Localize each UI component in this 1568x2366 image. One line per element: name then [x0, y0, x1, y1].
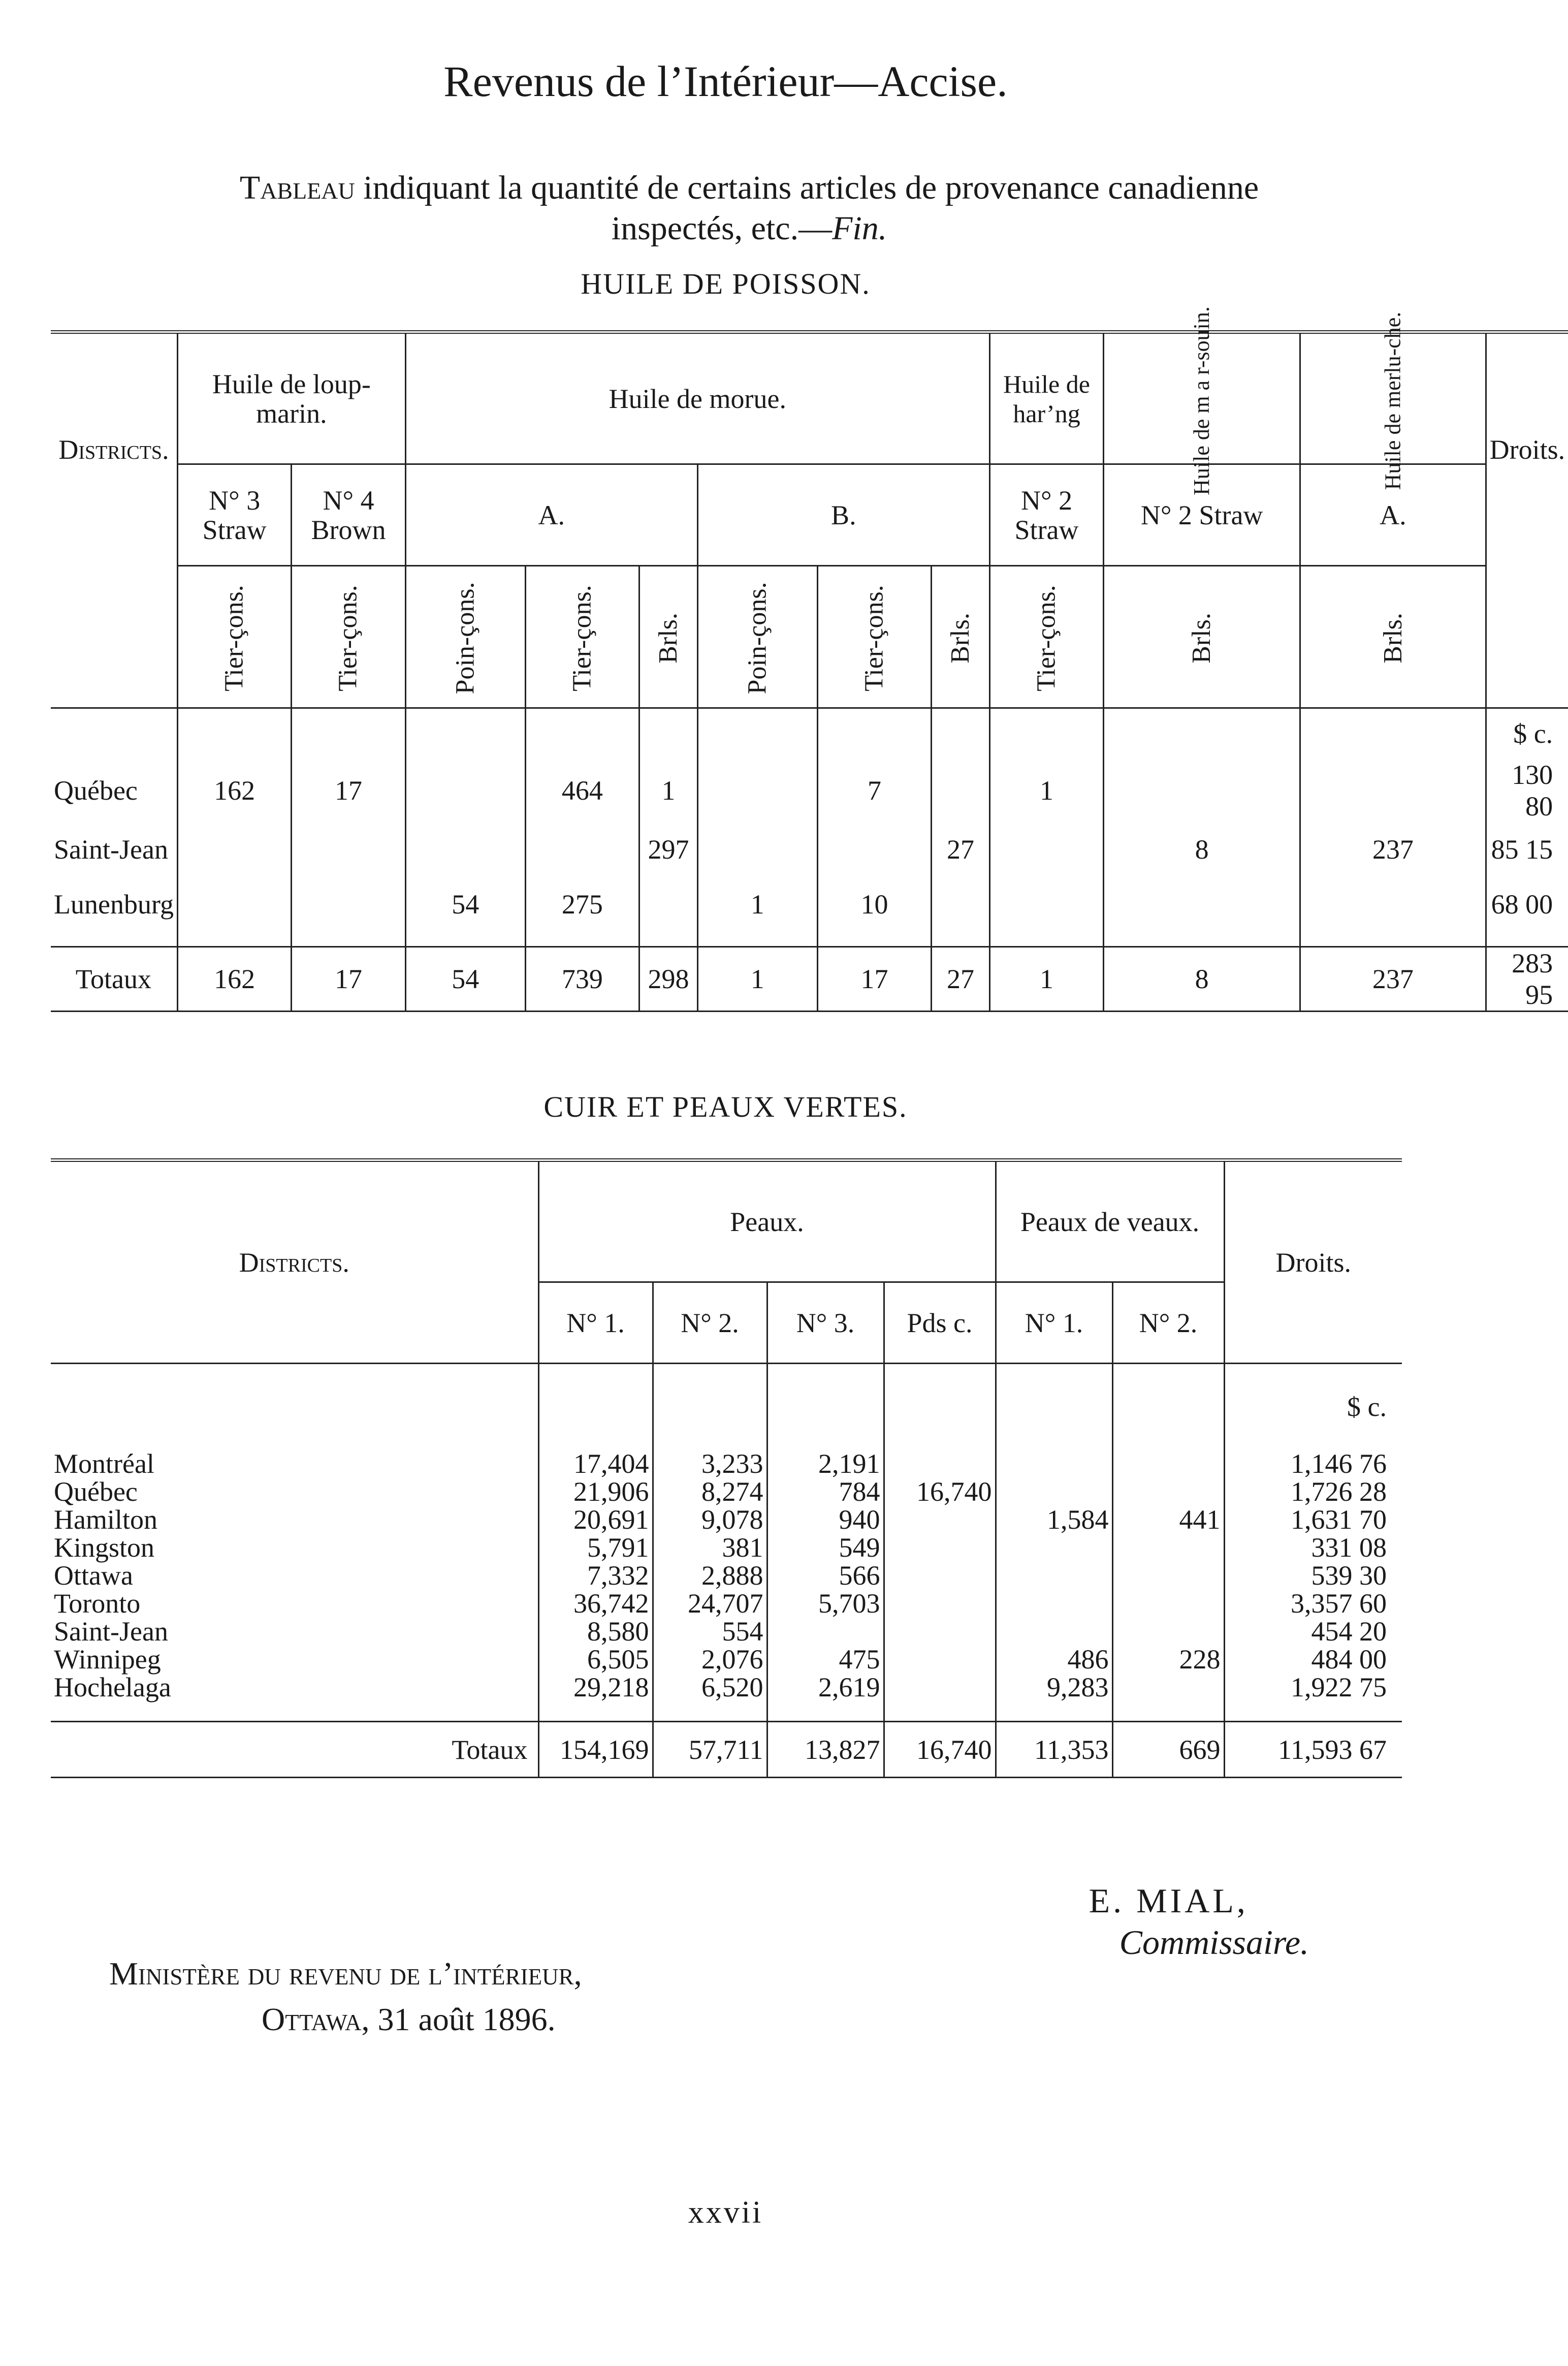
cuir-data-row	[51, 1534, 1402, 1562]
subtitle-text-2: inspectés, etc.—	[611, 210, 833, 247]
total-cell: 54	[405, 947, 525, 1012]
cuir-data-row	[51, 1506, 1402, 1534]
data-cell: 3,233	[653, 1450, 767, 1478]
data-cell: 566	[767, 1562, 884, 1590]
unit-header: Poin-çons.	[743, 582, 772, 694]
data-cell: 36,742	[538, 1590, 653, 1618]
subtitle-lead: Tableau	[239, 169, 355, 206]
header-morue-a: A.	[405, 464, 697, 566]
cuir-districts-header: Districts.	[239, 1247, 349, 1278]
huile-data-row	[51, 822, 1568, 877]
data-cell	[884, 1646, 996, 1674]
data-cell	[996, 1534, 1112, 1562]
section-heading-huile: HUILE DE POISSON.	[581, 267, 871, 300]
unit-header: Tier-çons.	[1032, 584, 1061, 691]
header-no3-straw: N° 3 Straw	[177, 464, 291, 566]
unit-header: Brls.	[653, 612, 683, 664]
header-huile-marsouin: Huile de m a r-souin.	[1189, 306, 1214, 495]
ministry-line-1: Ministère du revenu de l’intérieur,	[109, 1955, 582, 1992]
data-cell: 9,078	[653, 1506, 767, 1534]
col-header: N° 2.	[1112, 1282, 1224, 1364]
data-cell	[767, 1618, 884, 1646]
data-cell: 17	[292, 759, 405, 822]
total-cell: 8	[1104, 947, 1300, 1012]
header-morue-b: B.	[697, 464, 989, 566]
unit-header: Tier-çons.	[334, 584, 363, 691]
district-name: Saint-Jean	[54, 834, 168, 865]
total-cell: 237	[1300, 947, 1486, 1012]
data-cell: 2,619	[767, 1674, 884, 1701]
data-cell: 554	[653, 1618, 767, 1646]
header-merluche-a: A.	[1300, 464, 1486, 566]
data-cell	[697, 822, 817, 877]
data-cell	[996, 1450, 1112, 1478]
district-name: Québec	[54, 1476, 138, 1507]
data-cell	[932, 759, 990, 822]
subtitle-text-1: indiquant la quantité de certains articles de provenance canadienne	[355, 169, 1259, 206]
cuir-data-row	[51, 1478, 1402, 1506]
data-cell	[1104, 759, 1300, 822]
data-cell: 10	[817, 877, 931, 932]
signature-name: E. MIAL,	[1089, 1881, 1249, 1920]
data-cell: 381	[653, 1534, 767, 1562]
total-cell: 154,169	[538, 1722, 653, 1778]
data-cell: 228	[1112, 1646, 1224, 1674]
data-cell: 9,283	[996, 1674, 1112, 1701]
total-cell: 57,711	[653, 1722, 767, 1778]
data-cell: 7	[817, 759, 931, 822]
cuir-totals-row	[51, 1722, 1402, 1778]
district-name: Toronto	[54, 1588, 141, 1619]
page-title: Revenus de l’Intérieur—Accise.	[443, 57, 1008, 106]
col-header: N° 1.	[996, 1282, 1112, 1364]
total-cell: 1	[697, 947, 817, 1012]
total-cell: 27	[932, 947, 990, 1012]
data-cell	[996, 1562, 1112, 1590]
data-cell	[1112, 1618, 1224, 1646]
unit-header: Tier-çons.	[219, 584, 249, 691]
droits-cell: 1,726 28	[1224, 1478, 1402, 1506]
unit-header: Brls.	[1378, 612, 1407, 664]
section-heading-cuir: CUIR ET PEAUX VERTES.	[543, 1090, 908, 1123]
data-cell: 940	[767, 1506, 884, 1534]
ministry-city: Ottawa,	[262, 2001, 370, 2037]
data-cell: 297	[639, 822, 698, 877]
data-cell: 17,404	[538, 1450, 653, 1478]
data-cell	[525, 822, 639, 877]
data-cell: 1	[697, 877, 817, 932]
unit-header: Brls.	[1187, 612, 1217, 664]
cuir-data-row	[51, 1590, 1402, 1618]
total-cell: 11,353	[996, 1722, 1112, 1778]
data-cell	[639, 877, 698, 932]
header-no2-straw-marsouin: N° 2 Straw	[1104, 464, 1300, 566]
data-cell	[1112, 1534, 1224, 1562]
data-cell	[817, 822, 931, 877]
col-header: N° 1.	[538, 1282, 653, 1364]
col-header: Pds c.	[884, 1282, 996, 1364]
district-name: Ottawa	[54, 1560, 133, 1591]
droits-cell: 1,146 76	[1224, 1450, 1402, 1478]
data-cell: 784	[767, 1478, 884, 1506]
data-cell	[697, 759, 817, 822]
data-cell: 475	[767, 1646, 884, 1674]
droits-cell: 454 20	[1224, 1618, 1402, 1646]
data-cell: 54	[405, 877, 525, 932]
total-cell: 1	[989, 947, 1103, 1012]
data-cell	[884, 1590, 996, 1618]
droits-cell: 130 80	[1486, 759, 1568, 822]
data-cell: 20,691	[538, 1506, 653, 1534]
unit-header: Poin-çons.	[451, 582, 480, 694]
data-cell: 486	[996, 1646, 1112, 1674]
district-name: Winnipeg	[54, 1644, 161, 1675]
data-cell: 162	[177, 759, 291, 822]
data-cell: 1,584	[996, 1506, 1112, 1534]
district-name: Montréal	[54, 1448, 154, 1479]
data-cell	[177, 822, 291, 877]
data-cell: 237	[1300, 822, 1486, 877]
data-cell: 1	[989, 759, 1103, 822]
col-header: N° 2.	[653, 1282, 767, 1364]
data-cell	[1112, 1674, 1224, 1701]
unit-header: Tier-çons.	[859, 584, 889, 691]
total-cell: 298	[639, 947, 698, 1012]
header-huile-morue: Huile de morue.	[405, 332, 989, 464]
data-cell	[989, 877, 1103, 932]
header-peaux: Peaux.	[538, 1160, 996, 1282]
signature-block	[1089, 1880, 1309, 1963]
data-cell: 275	[525, 877, 639, 932]
district-name: Saint-Jean	[54, 1616, 168, 1647]
subtitle-fin: Fin.	[832, 210, 887, 247]
data-cell	[1112, 1450, 1224, 1478]
unit-header: Tier-çons.	[567, 584, 597, 691]
header-no4-brown: N° 4 Brown	[292, 464, 405, 566]
huile-data-row	[51, 877, 1568, 932]
cuir-droits-header: Droits.	[1224, 1160, 1402, 1364]
table-subtitle	[107, 168, 1392, 249]
data-cell	[1112, 1562, 1224, 1590]
header-huile-merluche: Huile de merlu-che.	[1380, 311, 1405, 490]
header-huile-loup-marin: Huile de loup-marin.	[177, 332, 405, 464]
data-cell	[177, 877, 291, 932]
cuir-data-row	[51, 1618, 1402, 1646]
total-cell: 13,827	[767, 1722, 884, 1778]
data-cell: 27	[932, 822, 990, 877]
huile-currency-label: $ c.	[1486, 708, 1568, 759]
district-name: Lunenburg	[54, 889, 174, 920]
totals-label: Totaux	[452, 1734, 528, 1765]
total-cell: 739	[525, 947, 639, 1012]
droits-cell: 68 00	[1486, 877, 1568, 932]
col-header: N° 3.	[767, 1282, 884, 1364]
data-cell: 441	[1112, 1506, 1224, 1534]
district-name: Québec	[54, 775, 138, 806]
data-cell	[996, 1618, 1112, 1646]
total-cell: 669	[1112, 1722, 1224, 1778]
data-cell: 5,703	[767, 1590, 884, 1618]
data-cell: 5,791	[538, 1534, 653, 1562]
data-cell	[1300, 759, 1486, 822]
cuir-currency-label: $ c.	[1224, 1364, 1402, 1450]
cuir-data-row	[51, 1646, 1402, 1674]
data-cell: 2,888	[653, 1562, 767, 1590]
data-cell: 8	[1104, 822, 1300, 877]
data-cell	[884, 1562, 996, 1590]
cuir-data-row	[51, 1562, 1402, 1590]
district-name: Hochelaga	[54, 1672, 171, 1702]
data-cell: 549	[767, 1534, 884, 1562]
droits-cell: 331 08	[1224, 1534, 1402, 1562]
total-cell: 16,740	[884, 1722, 996, 1778]
data-cell: 7,332	[538, 1562, 653, 1590]
data-cell	[405, 822, 525, 877]
data-cell	[1112, 1478, 1224, 1506]
total-cell: 17	[817, 947, 931, 1012]
data-cell: 2,076	[653, 1646, 767, 1674]
data-cell	[989, 822, 1103, 877]
header-peaux-veaux: Peaux de veaux.	[996, 1160, 1224, 1282]
cuir-data-row	[51, 1674, 1402, 1701]
ministry-block	[109, 1951, 582, 2042]
droits-cell: 484 00	[1224, 1646, 1402, 1674]
data-cell	[884, 1506, 996, 1534]
droits-cell: 85 15	[1486, 822, 1568, 877]
data-cell: 6,520	[653, 1674, 767, 1701]
huile-table	[51, 306, 1568, 1012]
total-cell: 162	[177, 947, 291, 1012]
header-huile-hareng: Huile de har’ng	[989, 332, 1103, 464]
data-cell	[1104, 877, 1300, 932]
unit-header: Brls.	[946, 612, 975, 664]
data-cell: 1	[639, 759, 698, 822]
data-cell	[996, 1590, 1112, 1618]
data-cell	[996, 1478, 1112, 1506]
signature-role: Commissaire.	[1119, 1923, 1309, 1962]
cuir-data-row	[51, 1450, 1402, 1478]
ministry-date: 31 août 1896.	[369, 2001, 556, 2037]
data-cell	[884, 1618, 996, 1646]
huile-districts-header: Districts.	[58, 434, 169, 465]
data-cell: 21,906	[538, 1478, 653, 1506]
data-cell	[292, 822, 405, 877]
total-droits: 11,593 67	[1224, 1722, 1402, 1778]
data-cell: 8,274	[653, 1478, 767, 1506]
data-cell: 6,505	[538, 1646, 653, 1674]
total-cell: 17	[292, 947, 405, 1012]
district-name: Hamilton	[54, 1504, 157, 1535]
cuir-table	[51, 1158, 1402, 1778]
data-cell	[884, 1534, 996, 1562]
droits-cell: 1,631 70	[1224, 1506, 1402, 1534]
header-no2-straw-hareng: N° 2 Straw	[989, 464, 1103, 566]
ministry-line-2	[109, 1997, 582, 2042]
total-droits: 283 95	[1486, 947, 1568, 1012]
data-cell	[1112, 1590, 1224, 1618]
data-cell: 29,218	[538, 1674, 653, 1701]
data-cell	[884, 1450, 996, 1478]
district-name: Kingston	[54, 1532, 155, 1563]
data-cell	[932, 877, 990, 932]
droits-cell: 1,922 75	[1224, 1674, 1402, 1701]
data-cell	[1300, 877, 1486, 932]
data-cell: 8,580	[538, 1618, 653, 1646]
data-cell	[405, 759, 525, 822]
page-folio: xxvii	[688, 2195, 763, 2230]
huile-droits-header: Droits.	[1486, 332, 1568, 566]
data-cell: 464	[525, 759, 639, 822]
droits-cell: 3,357 60	[1224, 1590, 1402, 1618]
huile-data-row	[51, 759, 1568, 822]
data-cell: 2,191	[767, 1450, 884, 1478]
droits-cell: 539 30	[1224, 1562, 1402, 1590]
totals-label: Totaux	[75, 964, 151, 994]
data-cell: 16,740	[884, 1478, 996, 1506]
data-cell	[292, 877, 405, 932]
huile-totals-row	[51, 947, 1568, 1012]
data-cell: 24,707	[653, 1590, 767, 1618]
data-cell	[884, 1674, 996, 1701]
